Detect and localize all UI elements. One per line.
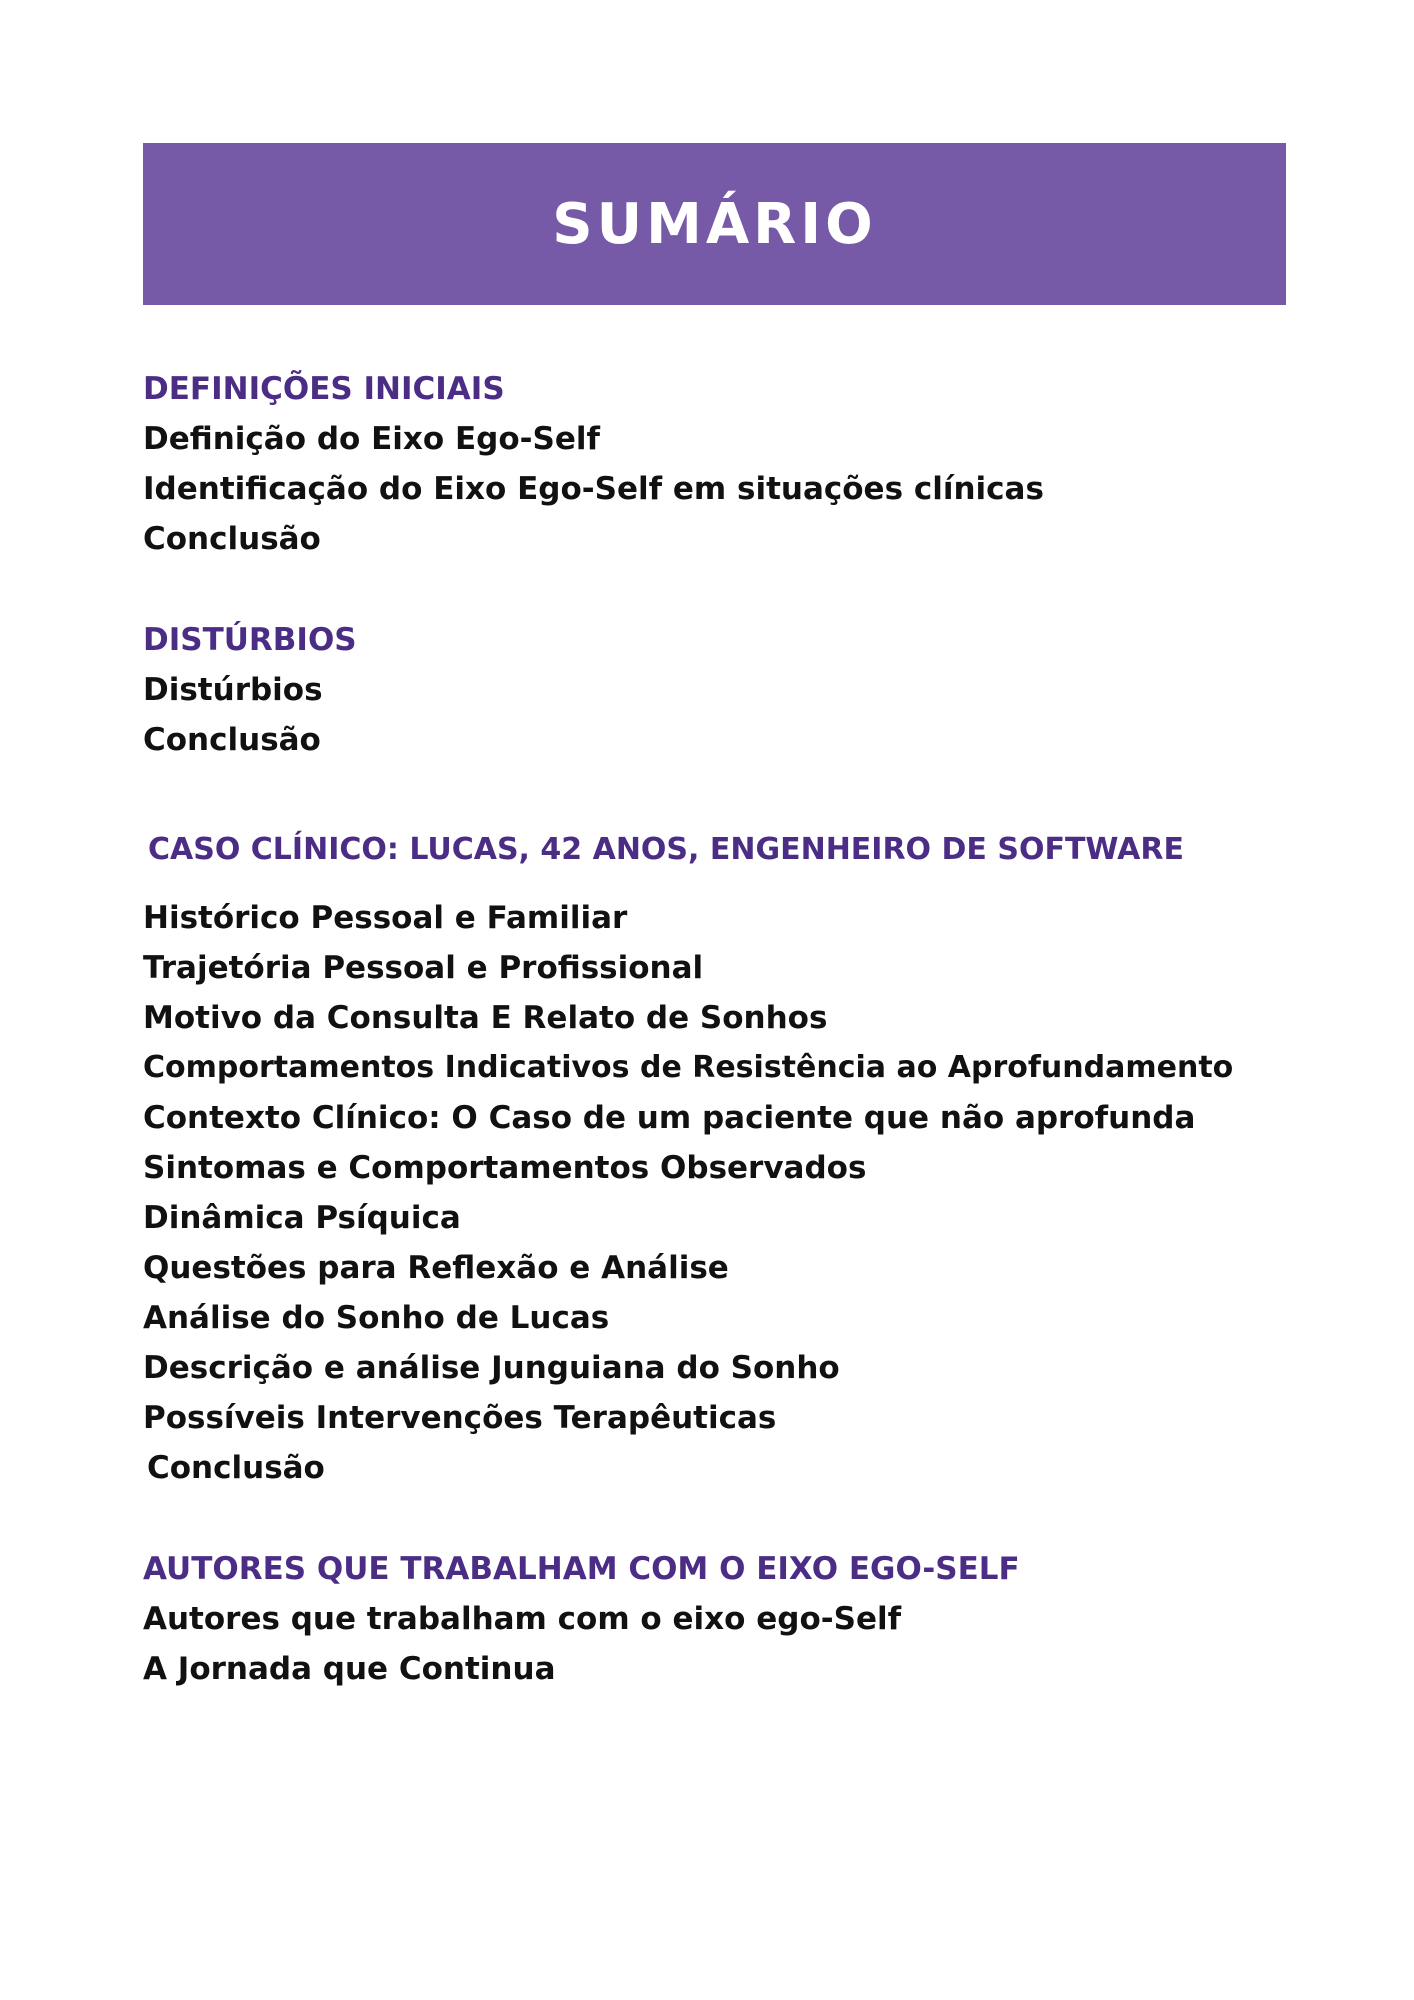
toc-entry: Conclusão	[143, 521, 321, 557]
toc-entry: Conclusão	[143, 722, 321, 758]
toc-entry: Descrição e análise Junguiana do Sonho	[143, 1350, 840, 1386]
title-banner	[143, 143, 1286, 305]
toc-entry: Comportamentos Indicativos de Resistência ao Aprofundamento	[143, 1050, 1234, 1085]
toc-entry: Motivo da Consulta E Relato de Sonhos	[143, 1000, 828, 1036]
section-heading-disturbios: DISTÚRBIOS	[143, 622, 357, 658]
toc-entry: Sintomas e Comportamentos Observados	[143, 1150, 867, 1186]
page-title: SUMÁRIO	[552, 191, 877, 257]
toc-entry: Distúrbios	[143, 672, 323, 708]
section-heading-caso-clinico: CASO CLÍNICO: LUCAS, 42 ANOS, ENGENHEIRO DE SOFTWARE	[148, 832, 1184, 867]
toc-entry: Trajetória Pessoal e Profissional	[143, 950, 704, 986]
toc-entry: Possíveis Intervenções Terapêuticas	[143, 1400, 777, 1436]
toc-entry: Histórico Pessoal e Familiar	[143, 900, 628, 936]
toc-entry: Conclusão	[147, 1450, 325, 1486]
toc-entry: Dinâmica Psíquica	[143, 1200, 461, 1236]
toc-entry: A Jornada que Continua	[143, 1651, 556, 1687]
toc-entry: Autores que trabalham com o eixo ego-Self	[143, 1601, 902, 1637]
section-heading-autores: AUTORES QUE TRABALHAM COM O EIXO EGO-SELF	[143, 1551, 1020, 1587]
toc-entry: Contexto Clínico: O Caso de um paciente que não aprofunda	[143, 1100, 1196, 1136]
toc-entry: Definição do Eixo Ego-Self	[143, 421, 600, 457]
toc-entry: Identificação do Eixo Ego-Self em situações clínicas	[143, 471, 1044, 507]
section-heading-definicoes: DEFINIÇÕES INICIAIS	[143, 371, 505, 407]
toc-entry: Análise do Sonho de Lucas	[143, 1300, 610, 1336]
toc-entry: Questões para Reflexão e Análise	[143, 1250, 729, 1286]
